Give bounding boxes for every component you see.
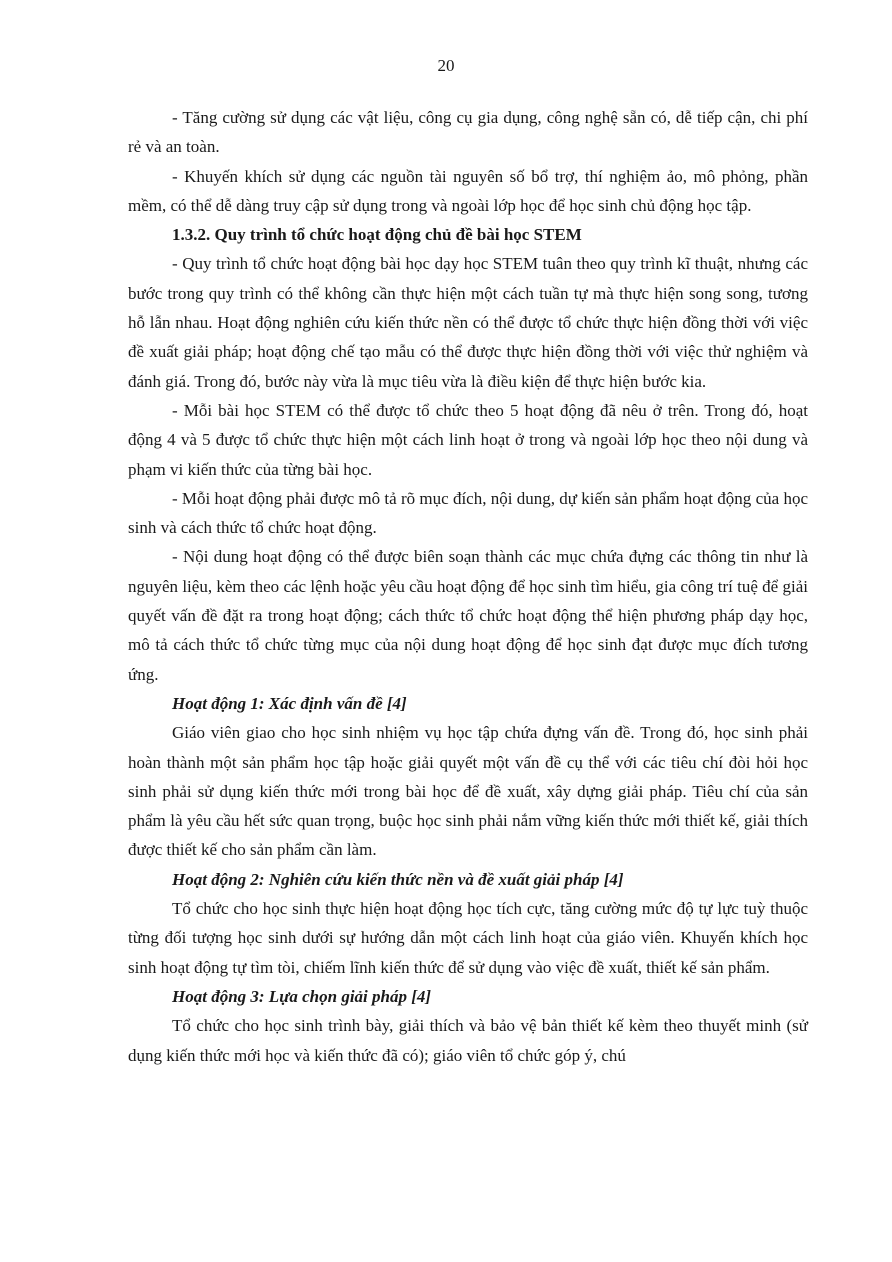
activity-1-body: Giáo viên giao cho học sinh nhiệm vụ học tập chứa đựng vấn đề. Trong đó, học sinh phải hoàn thành một sản phẩm học tập hoặc giải quyết một vấn đề cụ thể với các tiêu chí đòi hỏi học sinh phải sử dụng kiến thức mới trong bài học để đề xuất, xây dựng giải pháp. Tiêu chí của sản phẩm là yêu cầu hết sức quan trọng, buộc học sinh phải nắm vững kiến thức mới thiết kế, giải thích được thiết kế cho sản phẩm cần làm. xyxy=(128,723,808,860)
activity-3-title: Hoạt động 3: Lựa chọn giải pháp [4] xyxy=(172,986,432,1006)
page-content xyxy=(128,103,808,1070)
page-number: 20 xyxy=(437,56,455,75)
bullet-activity-content: - Nội dung hoạt động có thể được biên soạn thành các mục chứa đựng các thông tin như là nguyên liệu, kèm theo các lệnh hoặc yêu cầu hoạt động để học sinh tìm hiểu, gia công trí tuệ để giải quyết vấn đề đặt ra trong hoạt động; cách thức tổ chức hoạt động thể hiện phương pháp dạy học, mô tả cách thức tổ chức từng mục của nội dung hoạt động để học sinh đạt được mục đích tương ứng. xyxy=(128,547,808,684)
activity-1-title: Hoạt động 1: Xác định vấn đề [4] xyxy=(172,693,407,713)
section-heading-1-3-2: 1.3.2. Quy trình tổ chức hoạt động chủ đề bài học STEM xyxy=(172,225,582,245)
bullet-five-activities: - Mỗi bài học STEM có thể được tổ chức theo 5 hoạt động đã nêu ở trên. Trong đó, hoạt động 4 và 5 được tổ chức thực hiện một cách linh hoạt ở trong và ngoài lớp học theo nội dung và phạm vi kiến thức của từng bài học. xyxy=(128,400,808,479)
bullet-activity-description: - Mỗi hoạt động phải được mô tả rõ mục đích, nội dung, dự kiến sản phẩm hoạt động của học sinh và cách thức tổ chức hoạt động. xyxy=(128,488,808,538)
bullet-process-overview: - Quy trình tổ chức hoạt động bài học dạy học STEM tuân theo quy trình kĩ thuật, nhưng các bước trong quy trình có thể không cần thực hiện một cách tuần tự mà thực hiện song song, tương hỗ lẫn nhau. Hoạt động nghiên cứu kiến thức nền có thể được tổ chức thực hiện đồng thời với việc đề xuất giải pháp; hoạt động chế tạo mẫu có thể được thực hiện đồng thời với việc thử nghiệm và đánh giá. Trong đó, bước này vừa là mục tiêu vừa là điều kiện để thực hiện bước kia. xyxy=(128,254,808,391)
bullet-digital-resources: - Khuyến khích sử dụng các nguồn tài nguyên số bổ trợ, thí nghiệm ảo, mô phỏng, phần mềm, có thể dễ dàng truy cập sử dụng trong và ngoài lớp học để học sinh chủ động học tập. xyxy=(128,166,808,215)
activity-2-title: Hoạt động 2: Nghiên cứu kiến thức nền và đề xuất giải pháp [4] xyxy=(172,869,624,889)
activity-3-body: Tổ chức cho học sinh trình bày, giải thích và bảo vệ bản thiết kế kèm theo thuyết minh (sử dụng kiến thức mới học và kiến thức đã có); giáo viên tổ chức góp ý, chú xyxy=(128,1016,808,1065)
activity-2-body: Tổ chức cho học sinh thực hiện hoạt động học tích cực, tăng cường mức độ tự lực tuỳ thuộc từng đối tượng học sinh dưới sự hướng dẫn một cách linh hoạt của giáo viên. Khuyến khích học sinh hoạt động tự tìm tòi, chiếm lĩnh kiến thức để sử dụng vào việc đề xuất, thiết kế sản phẩm. xyxy=(128,899,808,977)
bullet-low-cost-materials: - Tăng cường sử dụng các vật liệu, công cụ gia dụng, công nghệ sẵn có, dễ tiếp cận, chi phí rẻ và an toàn. xyxy=(128,108,808,157)
